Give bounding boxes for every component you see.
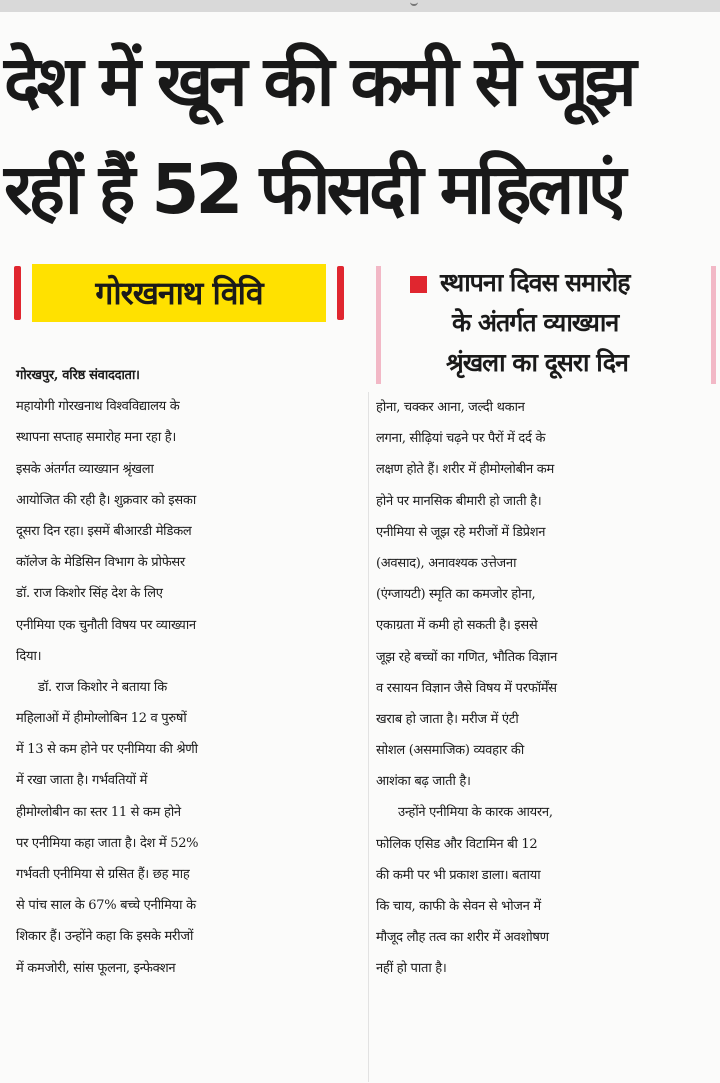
article-line: कॉलेज के मेडिसिन विभाग के प्रोफेसर (16, 555, 185, 571)
kicker-bar-right (337, 266, 344, 320)
article-line: महायोगी गोरखनाथ विश्वविद्यालय के (16, 399, 180, 415)
article-line: गर्भवती एनीमिया से ग्रसित हैं। छह माह (16, 867, 190, 882)
headline-line-2: रहीं हैं 52 फीसदी महिलाएं (4, 150, 623, 230)
article-line: में 13 से कम होने पर एनीमिया की श्रेणी (16, 742, 198, 758)
newspaper-clipping (0, 12, 720, 1083)
kicker-label: गोरखनाथ विवि (32, 264, 326, 322)
article-line: एनीमिया से जूझ रहे मरीजों में डिप्रेशन (376, 524, 546, 540)
article-line: (एंग्जायटी) स्मृति का कमजोर होना, (376, 587, 536, 603)
article-line: दूसरा दिन रहा। इसमें बीआरडी मेडिकल (16, 523, 192, 539)
article-line: स्थापना सप्ताह समारोह मना रहा है। (16, 430, 176, 446)
article-line: लगना, सीढ़ियां चढ़ने पर पैरों में दर्द के (376, 431, 546, 447)
article-line: एकाग्रता में कमी हो सकती है। इससे (376, 618, 538, 634)
headline-line-1: देश में खून की कमी से जूझ (4, 42, 633, 122)
sidebox-line-1: स्थापना दिवस समारोह (440, 268, 630, 297)
article-line: उन्होंने एनीमिया के कारक आयरन, (398, 805, 553, 821)
article-line: डॉ. राज किशोर सिंह देश के लिए (16, 586, 163, 602)
fold-mark (410, 0, 418, 6)
article-line: (अवसाद), अनावश्यक उत्तेजना (376, 555, 517, 571)
column-divider (368, 392, 369, 1082)
article-line: गोरखपुर, वरिष्ठ संवाददाता। (16, 368, 140, 383)
article-line: इसके अंतर्गत व्याख्यान श्रृंखला (16, 461, 154, 477)
article-line: की कमी पर भी प्रकाश डाला। बताया (376, 867, 541, 883)
sidebox-line-3: श्रृंखला का दूसरा दिन (446, 348, 628, 377)
article-column-left (16, 360, 364, 984)
article-line: कि चाय, काफी के सेवन से भोजन में (376, 899, 541, 914)
top-strip (0, 0, 720, 12)
article-line: पर एनीमिया कहा जाता है। देश में 52% (16, 835, 199, 851)
article-line: व रसायन विज्ञान जैसे विषय में परफॉर्मेंस (376, 680, 557, 696)
article-line: सोशल (असमाजिक) व्यवहार की (376, 743, 524, 759)
article-line: होना, चक्कर आना, जल्दी थकान (376, 400, 525, 415)
event-sidebox (376, 262, 716, 392)
article-line: होने पर मानसिक बीमारी हो जाती है। (376, 493, 542, 509)
article-line: महिलाओं में हीमोग्लोबिन 12 व पुरुषों (16, 711, 187, 727)
article-line: में रखा जाता है। गर्भवतियों में (16, 773, 148, 789)
kicker-tag (14, 264, 344, 322)
bullet-square-icon (410, 276, 427, 293)
headline (4, 28, 716, 244)
article-line: खराब हो जाता है। मरीज में एंटी (376, 711, 519, 727)
article-column-right (376, 392, 716, 985)
article-line: डॉ. राज किशोर ने बताया कि (38, 679, 167, 695)
article-line: आयोजित की रही है। शुक्रवार को इसका (16, 492, 196, 508)
article-line: हीमोग्लोबीन का स्तर 11 से कम होने (16, 804, 181, 820)
kicker-bar-left (14, 266, 21, 320)
article-line: मौजूद लौह तत्व का शरीर में अवशोषण (376, 930, 549, 946)
article-line: से पांच साल के 67% बच्चे एनीमिया के (16, 898, 196, 914)
article-line: फोलिक एसिड और विटामिन बी 12 (376, 836, 538, 852)
article-line: नहीं हो पाता है। (376, 961, 447, 977)
article-line: आशंका बढ़ जाती है। (376, 774, 471, 790)
sidebox-border-right (711, 266, 716, 384)
article-line: शिकार हैं। उन्होंने कहा कि इसके मरीजों (16, 929, 194, 945)
article-line: दिया। (16, 648, 42, 664)
article-line: में कमजोरी, सांस फूलना, इन्फेक्शन (16, 960, 176, 976)
sidebox-line-2: के अंतर्गत व्याख्यान (452, 308, 619, 337)
sidebox-border-left (376, 266, 381, 384)
article-line: लक्षण होते हैं। शरीर में हीमोग्लोबीन कम (376, 462, 554, 478)
article-line: जूझ रहे बच्चों का गणित, भौतिक विज्ञान (376, 649, 557, 665)
article-line: एनीमिया एक चुनौती विषय पर व्याख्यान (16, 617, 196, 633)
